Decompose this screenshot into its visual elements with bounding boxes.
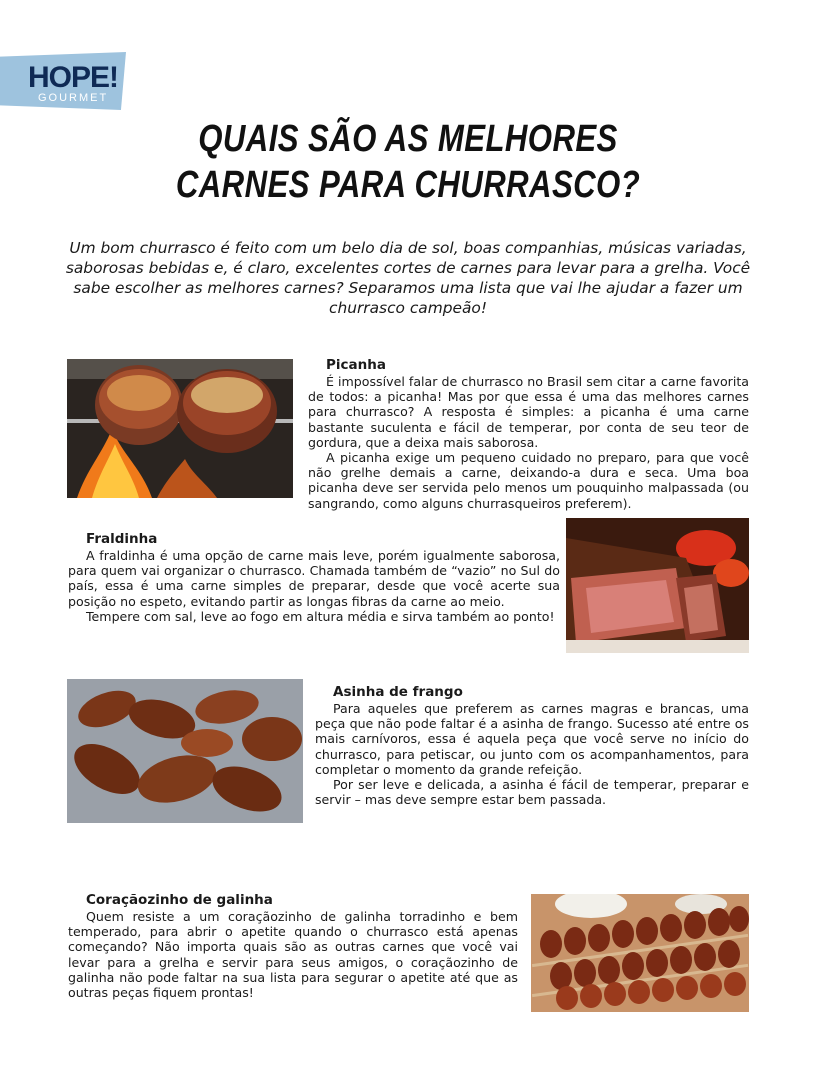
section-heading: Coraçãozinho de galinha	[86, 892, 273, 908]
page-title-line-2: CARNES PARA CHURRASCO?	[175, 164, 641, 206]
picanha-photo	[67, 359, 293, 498]
fraldinha-illustration	[566, 518, 749, 653]
section-paragraph: Para aqueles que preferem as carnes magras e brancas, uma peça que não pode faltar é a asinha de frango. Sucesso até entre os mais carnívoros, essa é aquela peça que você serve no início do churrasco, para petiscar, ou junto com os acompanhamentos, para completar o momento da grande refeição.	[315, 701, 749, 777]
picanha-illustration	[67, 359, 293, 498]
page-title	[73, 116, 742, 208]
section-paragraph: É impossível falar de churrasco no Brasil sem citar a carne favorita de todos: a picanha! Mas por que essa é uma das melhores carnes para churrasco? A resposta é simples: a picanha é uma carne bastante suculenta e fácil de temperar, por conta de seu teor de gordura, que a deixa mais saborosa.	[308, 374, 749, 450]
section-paragraph: Tempere com sal, leve ao fogo em altura média e sirva também ao ponto!	[86, 608, 555, 624]
logo-wordmark: HOPE!	[28, 61, 119, 94]
section-heading: Asinha de frango	[333, 684, 463, 700]
asinha-photo	[67, 679, 303, 823]
section-heading: Picanha	[326, 357, 386, 373]
logo-subtitle: GOURMET	[38, 92, 109, 104]
section-heading: Fraldinha	[86, 531, 158, 547]
page-title-line-1: QUAIS SÃO AS MELHORES	[198, 118, 618, 160]
brand-logo	[0, 52, 128, 110]
section-asinha	[315, 684, 749, 807]
intro-paragraph: Um bom churrasco é feito com um belo dia de sol, boas companhias, músicas variadas, saborosas bebidas e, é claro, excelentes cortes de carnes para levar para a grelha. Você sabe escolher as melhores carnes? Separamos uma lista que vai lhe ajudar a fazer um churrasco campeão!	[65, 239, 751, 317]
section-paragraph: A fraldinha é uma opção de carne mais leve, porém igualmente saborosa, para quem vai organizar o churrasco. Chamada também de “vazio” no Sul do país, essa é uma carne simples de preparar, desde que você acerte sua posição no espeto, evitando partir as longas fibras da carne ao meio.	[68, 548, 560, 609]
section-coracaozinho	[68, 892, 518, 1000]
section-paragraph: A picanha exige um pequeno cuidado no preparo, para que você não grelhe demais a carne, deixando-a dura e seca. Uma boa picanha deve ser servida pelo menos um pouquinho malpassada (ou sangrando, como alguns churrasqueiros preferem).	[308, 450, 749, 511]
coracaozinho-illustration	[531, 894, 749, 1012]
fraldinha-photo	[566, 518, 749, 653]
section-picanha	[308, 357, 749, 511]
coracaozinho-photo	[531, 894, 749, 1012]
asinha-illustration	[67, 679, 303, 823]
section-fraldinha	[68, 531, 560, 624]
section-paragraph: Quem resiste a um coraçãozinho de galinha torradinho e bem temperado, para abrir o apetite quando o churrasco está apenas começando? Não importa quais são as outras carnes que você vai levar para a grelha e servir para seus amigos, o coraçãozinho de galinha não pode faltar na sua lista para segurar o apetite até que as outras peças fiquem prontas!	[68, 909, 518, 1001]
section-paragraph: Por ser leve e delicada, a asinha é fácil de temperar, preparar e servir – mas deve sempre estar bem passada.	[315, 777, 749, 808]
